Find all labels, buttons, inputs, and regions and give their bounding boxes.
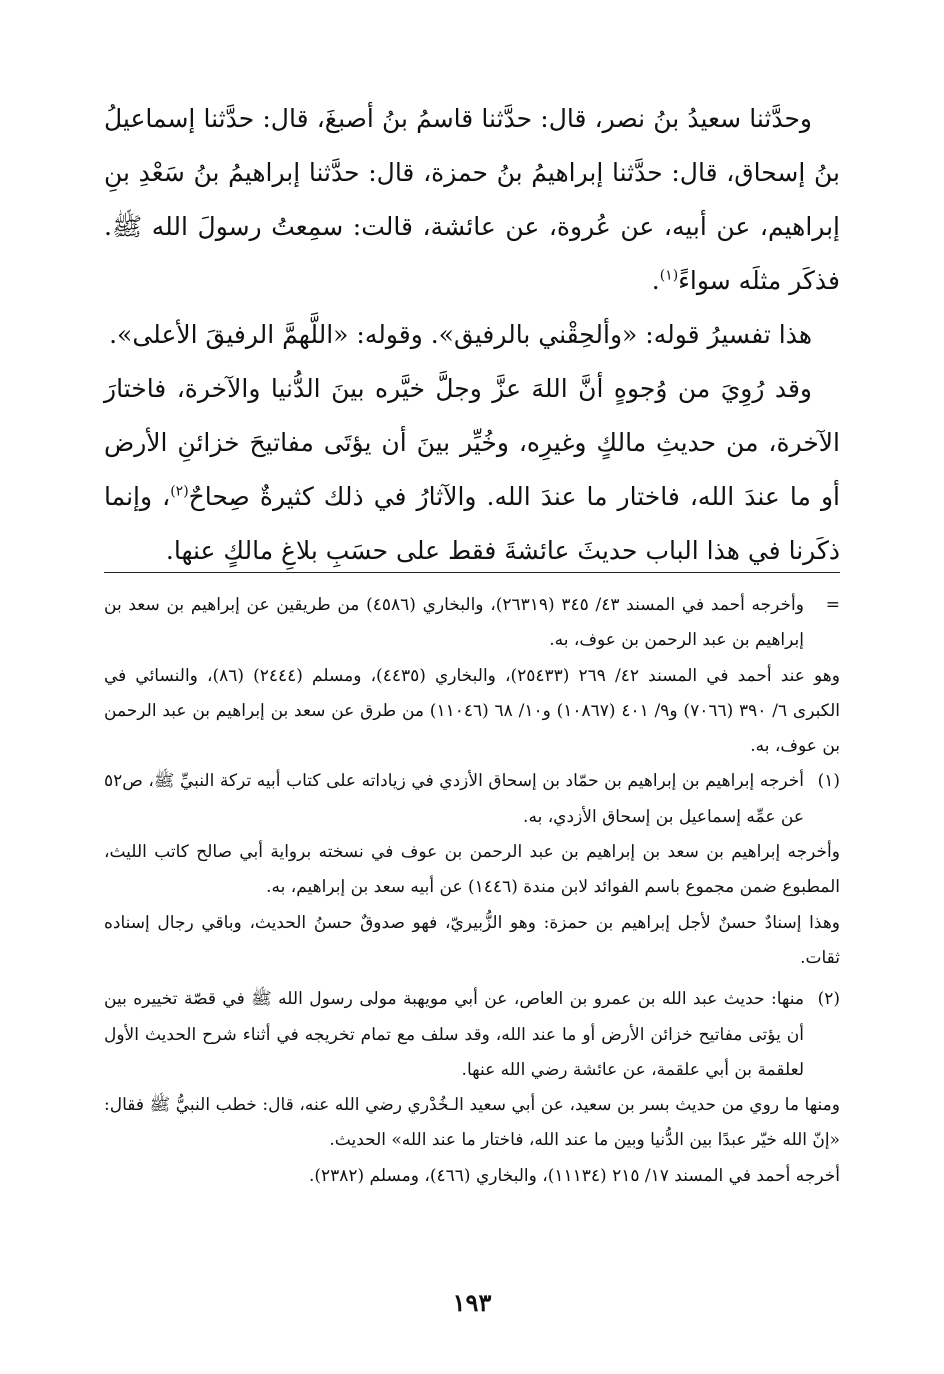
- paragraph-tafsir: هذا تفسيرُ قوله: «وألحِقْني بالرفيق». وقوله: «اللَّهمَّ الرفيقَ الأعلى».: [109, 320, 812, 349]
- footnote-separator: [104, 572, 840, 573]
- footnote-2-line2: ومنها ما روي من حديث بسر بن سعيد، عن أبي سعيد الـخُدْري رضي الله عنه، قال: خطب النبيُّ ﷺ فقال: «إنّ الله خيّر عبدًا بين الدُّنيا وبين ما عند الله، فاختار ما عند الله» الحديث.: [104, 1095, 840, 1151]
- footnote-1: [104, 764, 840, 976]
- footnote-2-line1: منها: حديث عبد الله بن عمرو بن العاص، عن أبي مويهبة مولى رسول الله ﷺ في قصّة تخييره بين أن يؤتى مفاتيح خزائن الأرض أو ما عند الله، وقد سلف مع تمام تخريجه في أثناء شرح الحديث الأول لعلقمة بن أبي علقمة، عن عائشة رضي الله عنها.: [104, 989, 804, 1080]
- footnote-1-line1: أخرجه إبراهيم بن إبراهيم بن حمّاد بن إسحاق الأزدي في زياداته على كتاب أبيه تركة النبيِّ ﷺ، ص٥٢ عن عمِّه إسماعيل بن إسحاق الأزدي، به.: [104, 771, 804, 827]
- paragraph-narrations-text: وقد رُوِيَ من وُجوهٍ أنَّ اللهَ عزَّ وجلَّ خيَّره بينَ الدُّنيا والآخرة، فاختارَ الآخرة، من حديثِ مالكٍ وغيرِه، وخُيِّر بينَ أن يؤتَى مفاتيحَ خزائنِ الأرض أو ما عندَ الله، فاختار ما عندَ الله. والآثارُ في ذلك كثيرةٌ صِحاحٌ: [104, 374, 840, 511]
- footnote-2-line3: أخرجه أحمد في المسند ١٧/ ٢١٥ (١١١٣٤)، والبخاري (٤٦٦)، ومسلم (٢٣٨٢).: [308, 1165, 840, 1186]
- paragraph-isnad-end: .: [651, 266, 660, 295]
- footnote-ref-1: (١): [659, 267, 679, 284]
- footnote-2: [104, 982, 840, 1194]
- paragraph-narrations: [104, 362, 840, 578]
- paragraph-isnad: [104, 92, 840, 308]
- footnote-continued: [104, 588, 840, 764]
- main-text: [104, 92, 840, 578]
- paragraph-narrations-end: ، وإنما ذكَرنا في هذا الباب حديثَ عائشةَ فقط على حسَبِ بلاغِ مالكٍ عنها.: [104, 482, 840, 565]
- footnote-continued-marker: =: [825, 595, 840, 615]
- footnote-2-marker: (٢): [817, 989, 840, 1010]
- footnote-1-marker: (١): [817, 771, 840, 792]
- footnote-1-line2: وأخرجه إبراهيم بن سعد بن إبراهيم بن عبد الرحمن بن عوف في نسخته برواية أبي صالح كاتب الليث، المطبوع ضمن مجموع باسم الفوائد لابن مندة (١٤٤٦) عن أبيه سعد بن إبراهيم، به.: [104, 842, 840, 898]
- footnote-continued-line2: وهو عند أحمد في المسند ٤٢/ ٢٦٩ (٢٥٤٣٣)، والبخاري (٤٤٣٥)، ومسلم (٢٤٤٤) (٨٦)، والنسائي في الكبرى ٦/ ٣٩٠ (٧٠٦٦) و٩/ ٤٠١ (١٠٨٦٧) و١٠/ ٦٨ (١١٠٤٦) من طرق عن سعد بن إبراهيم بن عبد الرحمن بن عوف، به.: [104, 665, 841, 757]
- paragraph-isnad-text: وحدَّثنا سعيدُ بنُ نصر، قال: حدَّثنا قاسمُ بنُ أصبغَ، قال: حدَّثنا إسماعيلُ بنُ إسحاق، قال: حدَّثنا إبراهيمُ بنُ حمزة، قال: حدَّثنا إبراهيمُ بنُ سَعْدِ بنِ إبراهيم، عن أبيه، عن عُروة، عن عائشة، قالت: سمِعتُ رسولَ الله ﷺ. فذكَر مثلَه سواءً: [104, 104, 840, 295]
- footnotes: [104, 588, 840, 1194]
- footnote-continued-line1: وأخرجه أحمد في المسند ٤٣/ ٣٤٥ (٢٦٣١٩)، والبخاري (٤٥٨٦) من طريقين عن إبراهيم بن سعد بن إبراهيم بن عبد الرحمن بن عوف، به.: [104, 595, 804, 651]
- page-number: ١٩٣: [452, 1288, 492, 1317]
- footnote-1-line3: وهذا إسنادٌ حسنٌ لأجل إبراهيم بن حمزة: وهو الزُّبيريّ، فهو صدوقٌ حسنُ الحديث، وباقي رجال إسناده ثقات.: [104, 912, 840, 968]
- footnote-ref-2: (٢): [170, 483, 189, 500]
